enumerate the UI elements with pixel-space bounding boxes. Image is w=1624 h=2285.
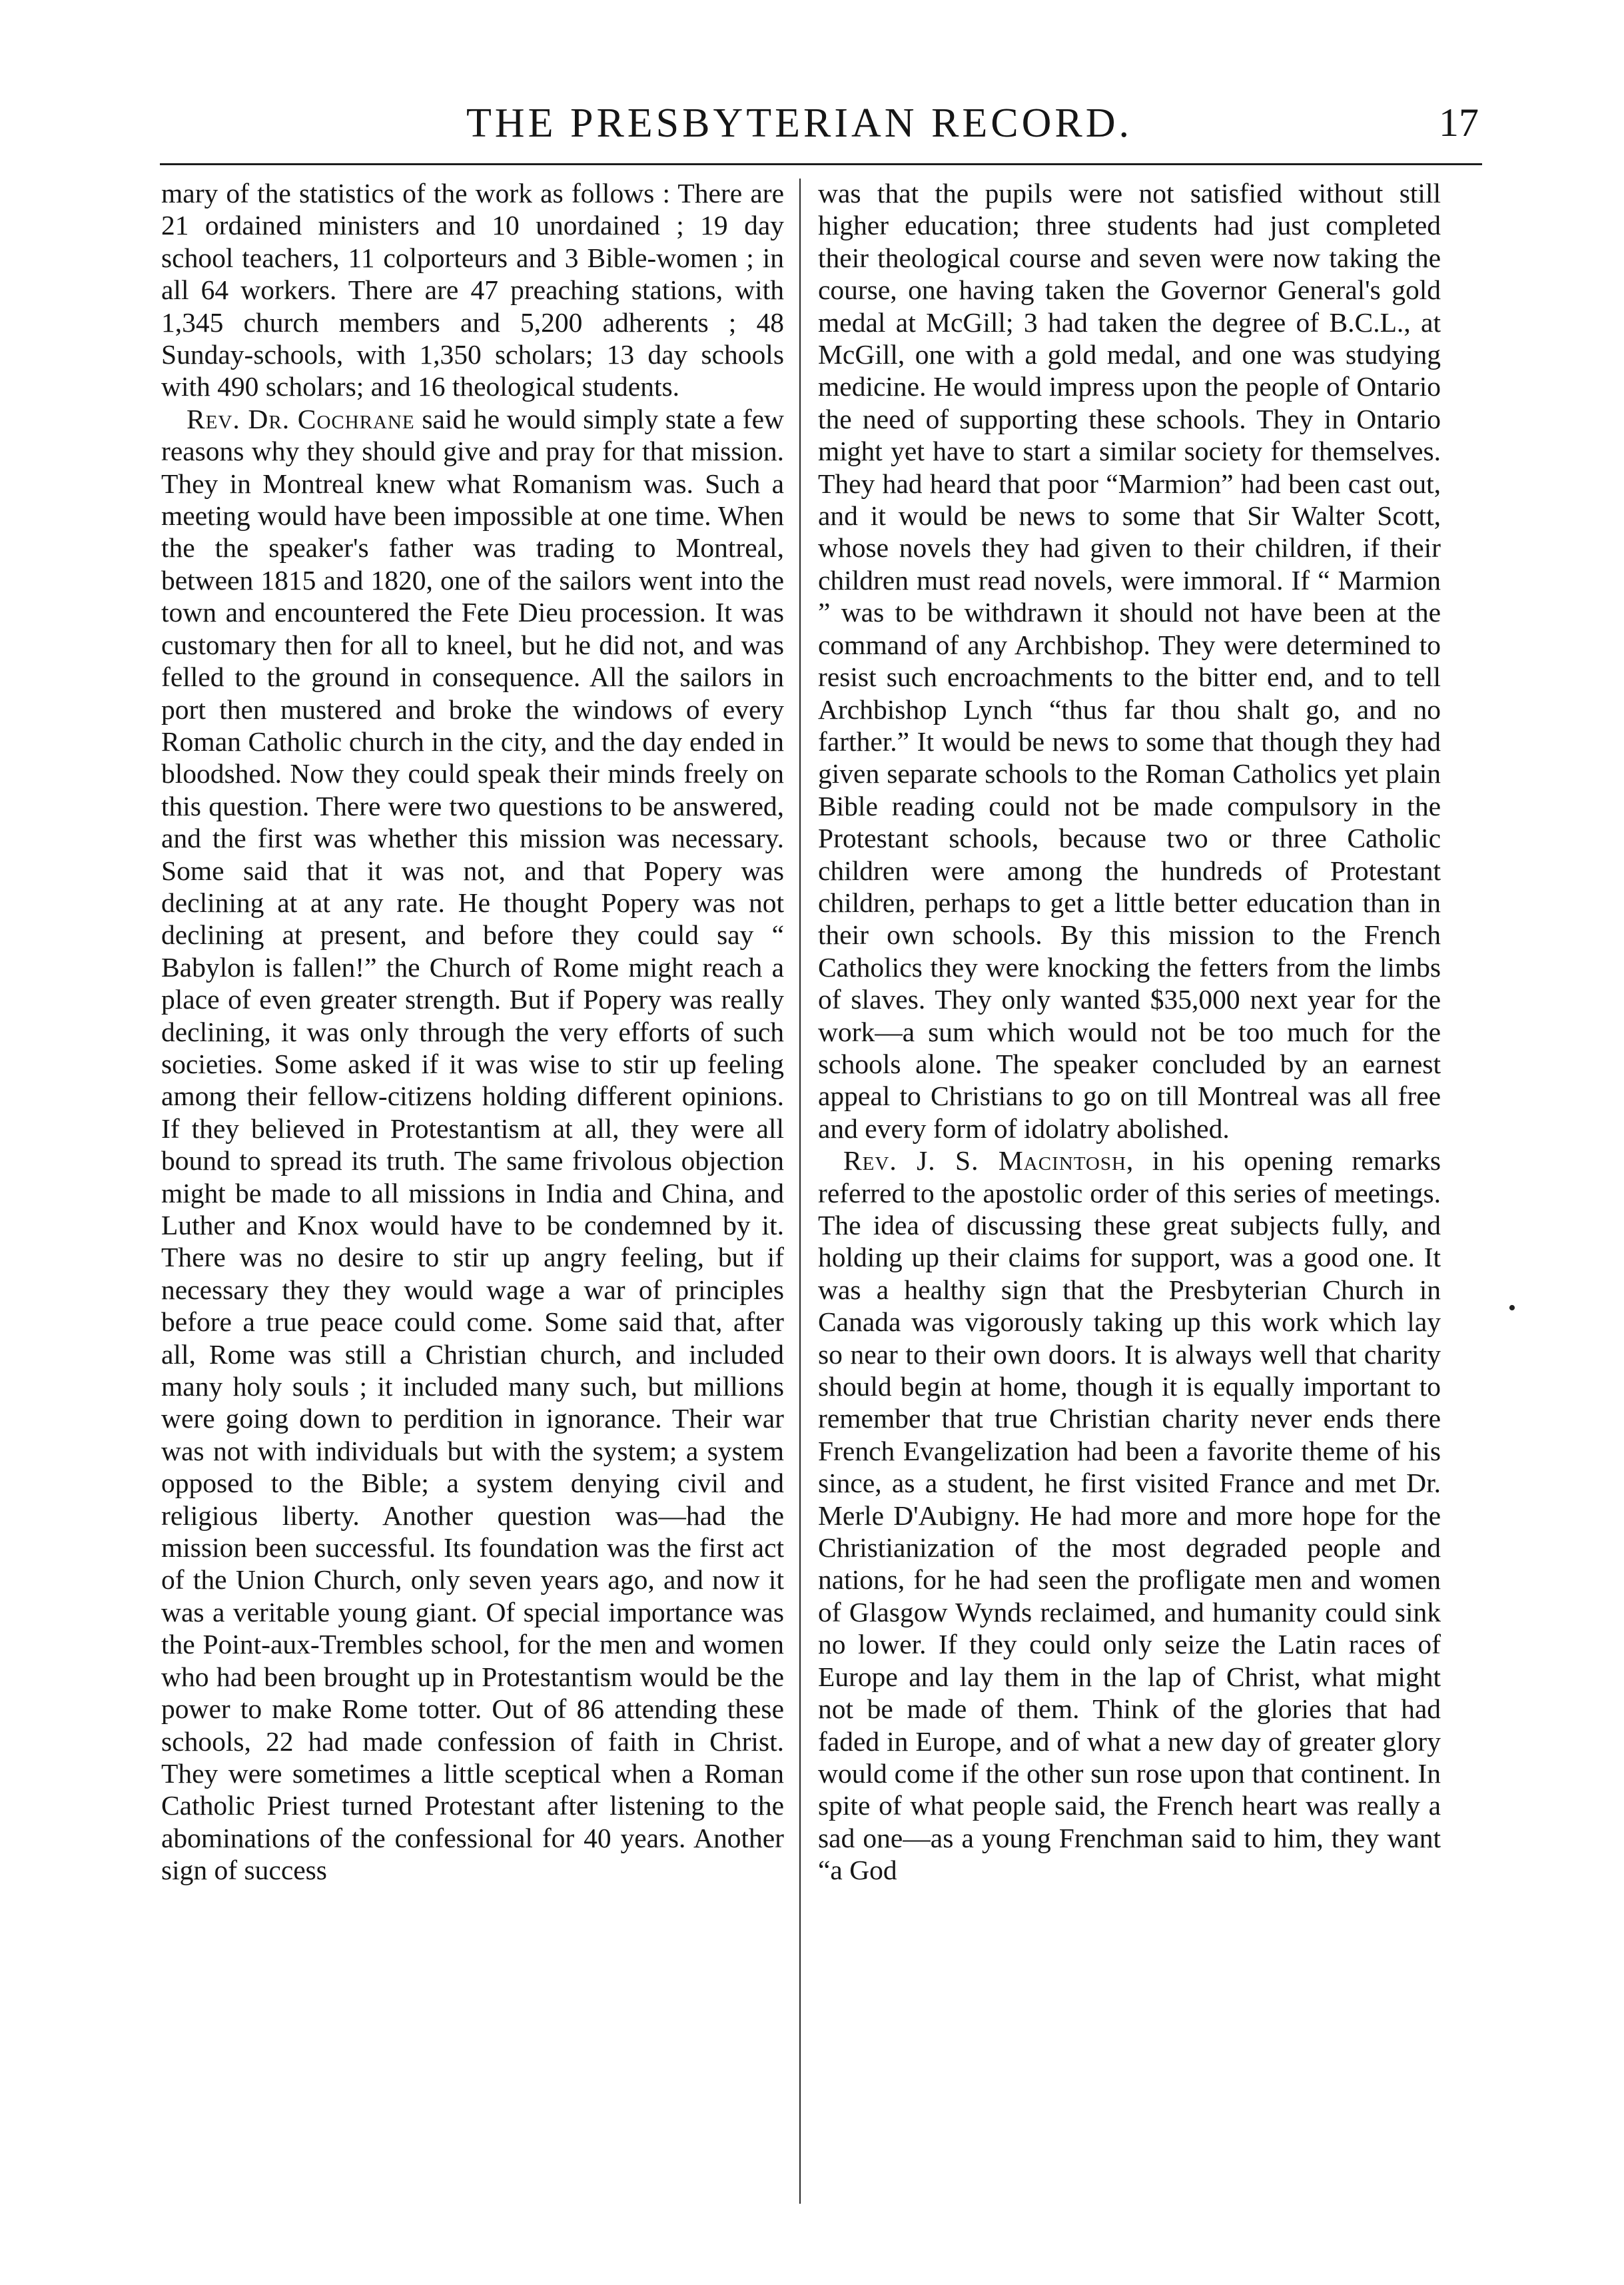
macintosh-speech-text: , in his opening remarks referred to the apostolic order of this series of meetings. The idea of discussing these great subjects fully, and holding up their claims for support, was a good one. It was a healthy sign that the Presbyterian Church in Canada was vigorously taking up this work which lay so near to their own doors. It is always well that charity should begin at home, though it is equally important to remember that true Christian charity never ends there French Evangelization had been a favorite theme of his since, as a student, he first visited France and met Dr. Merle D'Aubigny. He had more and more hope for the Christianization of the most degraded people and nations, for he had seen the profligate men and women of Glasgow Wynds reclaimed, and humanity could sink no lower. If they could only seize the Latin races of Europe and lay them in the lap of Christ, what might not be made of them. Think of the glories that had faded in Europe, and of what a new day of greater glory would come if the other sun rose upon that continent. In spite of what people said, the French heart was really a sad one—as a young Frenchman said to him, they want “a God xyxy=(818,1145,1441,1886)
statistics-paragraph: mary of the statistics of the work as follows : There are 21 ordained ministers and 10 unordained ; 19 day school teachers, 11 colporteurs and 3 Bible-women ; in all 64 workers. There are 47 preaching stations, with 1,345 church members and 5,200 adherents ; 48 Sunday-schools, with 1,350 scholars; 13 day schools with 490 scholars; and 16 theological students. xyxy=(161,178,784,402)
margin-mark: • xyxy=(1508,1296,1516,1320)
macintosh-paragraph xyxy=(818,1144,1441,1886)
speaker-name-macintosh: Rev. J. S. Macintosh xyxy=(843,1145,1126,1176)
cochrane-speech-text: said he would simply state a few reasons why they should give and pray for that mission. They in Montreal knew what Romanism was. Such a meeting would have been impossible at one time. When the the speaker's father was trading to Montreal, between 1815 and 1820, one of the sailors went into the town and encountered the Fete Dieu procession. It was customary then for all to kneel, but he did not, and was felled to the ground in consequence. All the sailors in port then mustered and broke the windows of every Roman Catholic church in the city, and the day ended in bloodshed. Now they could speak their minds freely on this question. There were two questions to be answered, and the first was whether this mission was necessary. Some said that it was not, and that Popery was declining at at any rate. He thought Popery was not declining at present, and before they could say “ Babylon is fallen!” the Church of Rome might reach a place of even greater strength. But if Popery was really declining, it was only through the very efforts of such societies. Some asked if it was wise to stir up feeling among their fellow-citizens holding different opinions. If they believed in Protestantism at all, they were all bound to spread its truth. The same frivolous objection might be made to all missions in India and China, and Luther and Knox would have to be condemned by it. There was no desire to stir up angry feeling, but if necessary they they would wage a war of principles before a true peace could come. Some said that, after all, Rome was still a Christian church, and included many holy souls ; it included many such, but millions were going down to perdition in ignorance. Their war was not with individuals but with the system; a system opposed to the Bible; a system denying civil and religious liberty. Another question was—had the mission been successful. Its foundation was the first act of the Union Church, only seven years ago, and now it was a veritable young giant. Of special importance was the Point-aux-Trembles school, for the men and women who had been brought up in Protestantism would be the power to make Rome totter. Out of 86 attending these schools, 22 had made confession of faith in Christ. They were sometimes a little sceptical when a Roman Catholic Priest turned Protestant after listening to the abominations of the confessional for 40 years. Another sign of success xyxy=(161,403,784,1886)
left-column xyxy=(161,177,784,2209)
column-divider xyxy=(799,179,801,2204)
cochrane-continued-paragraph: was that the pupils were not satisfied without still higher education; three students had just completed their theological course and seven were now taking the course, one having taken the Governor General's gold medal at McGill; 3 had taken the degree of B.C.L., at McGill, one with a gold medal, and one was studying medicine. He would impress upon the people of Ontario the need of supporting these schools. They in Ontario might yet have to start a similar society for themselves. They had heard that poor “Marmion” had been cast out, and it would be news to some that Sir Walter Scott, whose novels they had given to their children, if their children must read novels, were immoral. If “ Marmion ” was to be withdrawn it should not have been at the command of any Archbishop. They were determined to resist such encroachments to the bitter end, and to tell Archbishop Lynch “thus far thou shalt go, and no farther.” It would be news to some that though they had given separate schools to the Roman Catholics yet plain Bible reading could not be made compulsory in the Protestant schools, because two or three Catholic children were among the hundreds of Protestant children, perhaps to get a little better education than in their own schools. By this mission to the French Catholics they were knocking the fetters from the limbs of slaves. They only wanted $35,000 next year for the work—a sum which would not be too much for the schools alone. The speaker concluded by an earnest appeal to Christians to go on till Montreal was all free and every form of idolatry abolished. xyxy=(818,178,1441,1144)
running-title: THE PRESBYTERIAN RECORD. xyxy=(466,101,1133,146)
page-number: 17 xyxy=(1439,101,1479,145)
right-column xyxy=(818,177,1441,2209)
header-rule xyxy=(160,163,1482,165)
cochrane-paragraph xyxy=(161,403,784,1887)
speaker-name-cochrane: Rev. Dr. Cochrane xyxy=(187,403,415,434)
